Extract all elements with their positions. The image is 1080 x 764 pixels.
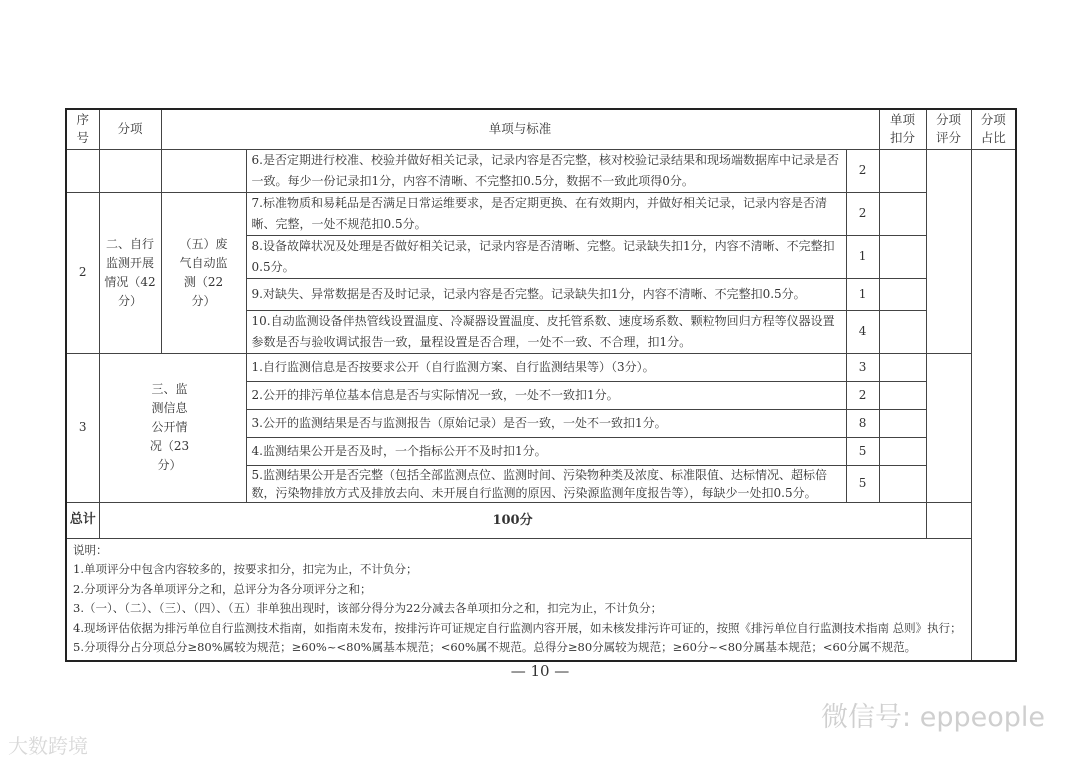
header-section: 分项: [99, 109, 161, 149]
deduct-cell[interactable]: [879, 235, 926, 278]
deduct-cell[interactable]: [879, 381, 926, 409]
item-points: 3: [846, 353, 879, 381]
item-points: 2: [846, 192, 879, 235]
item-text: 3.公开的监测结果是否与监测报告（原始记录）是否一致，一处不一致扣1分。: [246, 409, 846, 437]
section-name: [99, 353, 246, 502]
section-no: 2: [66, 192, 99, 353]
item-text: 1.自行监测信息是否按要求公开（自行监测方案、自行监测结果等）（3分）。: [246, 353, 846, 381]
note-item: 4.现场评估依据为排污单位自行监测技术指南，如指南未发布，按排污许可证规定自行监测内容开展，如未核发排污许可证的，按照《排污单位自行监测技术指南 总则》执行；: [73, 620, 962, 635]
header-ratio: 分项占比: [971, 109, 1016, 149]
deduct-cell[interactable]: [879, 409, 926, 437]
section-name: 二、自行监测开展情况（42分）: [99, 192, 161, 353]
header-score: 分项评分: [926, 109, 971, 149]
deduct-cell[interactable]: [879, 149, 926, 192]
note-item: 2.分项评分为各单项评分之和，总评分为各分项评分之和；: [73, 581, 372, 596]
item-text: 6.是否定期进行校准、校验并做好相关记录，记录内容是否完整，核对校验记录结果和现场端数据库中记录是否一致。每少一份记录扣1分，内容不清晰、不完整扣0.5分，数据不一致此项得0分。: [246, 149, 846, 192]
deduct-cell[interactable]: [879, 192, 926, 235]
total-value: 100分: [99, 502, 926, 538]
notes-title: 说明：: [73, 542, 108, 557]
subsection-name: （五）废气自动监测（22分）: [161, 192, 246, 353]
item-text: 10.自动监测设备伴热管线设置温度、冷凝器设置温度、皮托管系数、速度场系数、颗粒物回归方程等仪器设置参数是否与验收调试报告一致，量程设置是否合理，一处不一致、不合理，扣1分。: [246, 310, 846, 353]
item-points: 8: [846, 409, 879, 437]
item-points: 5: [846, 437, 879, 465]
total-score-cell[interactable]: [926, 502, 971, 538]
deduct-cell[interactable]: [879, 310, 926, 353]
deduct-cell[interactable]: [879, 437, 926, 465]
section-no: 3: [66, 353, 99, 502]
item-text: 4.监测结果公开是否及时，一个指标公开不及时扣1分。: [246, 437, 846, 465]
evaluation-table: [65, 108, 1017, 662]
item-points: 1: [846, 235, 879, 278]
item-text: 2.公开的排污单位基本信息是否与实际情况一致，一处不一致扣1分。: [246, 381, 846, 409]
item-text: 8.设备故障状况及处理是否做好相关记录，记录内容是否清晰、完整。记录缺失扣1分，内容不清晰、不完整扣0.5分。: [246, 235, 846, 278]
section-score-cell[interactable]: [926, 149, 971, 353]
item-points: 4: [846, 310, 879, 353]
deduct-cell[interactable]: [879, 278, 926, 310]
item-text: 7.标准物质和易耗品是否满足日常运维要求，是否定期更换、在有效期内，并做好相关记录，记录内容是否清晰、完整，一处不规范扣0.5分。: [246, 192, 846, 235]
section-name-text: 三、监测信息公开情况（23分）: [149, 382, 190, 472]
header-deduct: 单项扣分: [879, 109, 926, 149]
notes: [66, 538, 971, 661]
item-text: 5.监测结果公开是否完整（包括全部监测点位、监测时间、污染物种类及浓度、标准限值、达标情况、超标倍数，污染物排放方式及排放去向、未开展自行监测的原因、污染源监测年度报告等），每缺少一处扣0.5分。: [246, 465, 846, 502]
deduct-cell[interactable]: [879, 353, 926, 381]
header-no: 序号: [66, 109, 99, 149]
note-item: 5.分项得分占分项总分≥80%属较为规范；≥60%~<80%属基本规范；<60%属不规范。总得分≥80分属较为规范；≥60分~<80分属基本规范；<60分属不规范。: [73, 640, 917, 654]
item-points: 2: [846, 149, 879, 192]
ratio-cell[interactable]: [971, 149, 1016, 661]
item-points: 2: [846, 381, 879, 409]
section-score-cell[interactable]: [926, 353, 971, 502]
item-text: 9.对缺失、异常数据是否及时记录，记录内容是否完整。记录缺失扣1分，内容不清晰、不完整扣0.5分。: [246, 278, 846, 310]
deduct-cell[interactable]: [879, 465, 926, 502]
page-number: — 10 —: [510, 662, 570, 680]
item-points: 5: [846, 465, 879, 502]
header-item: 单项与标准: [161, 109, 879, 149]
brand-watermark: 大数跨境: [8, 734, 88, 758]
note-item: 3.（一）、（二）、（三）、（四）、（五）非单独出现时，该部分得分为22分减去各单项扣分之和，扣完为止，不计负分；: [73, 601, 663, 615]
wechat-watermark: 微信号: eppeople: [821, 702, 1045, 733]
item-points: 1: [846, 278, 879, 310]
total-label: 总计: [66, 502, 99, 538]
note-item: 1.单项评分中包含内容较多的，按要求扣分，扣完为止，不计负分；: [73, 562, 418, 576]
